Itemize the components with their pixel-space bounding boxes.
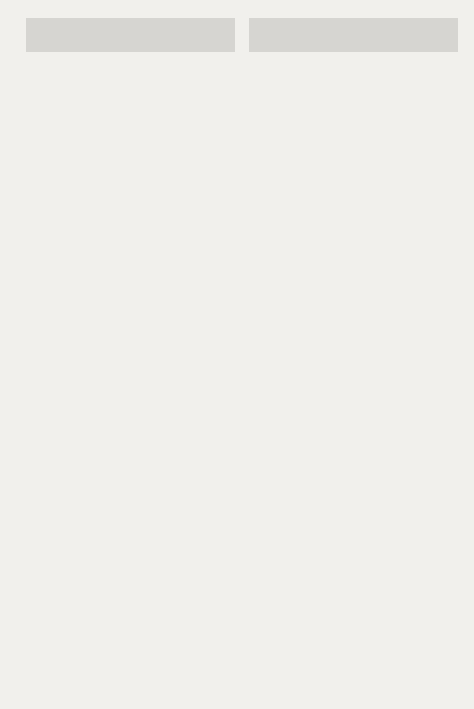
right-body-text (249, 60, 458, 679)
right-header-band (249, 18, 458, 52)
right-column (249, 18, 458, 679)
left-column (26, 18, 235, 679)
two-column-layout (26, 18, 458, 679)
left-body-text (26, 60, 235, 679)
left-header-band (26, 18, 235, 52)
